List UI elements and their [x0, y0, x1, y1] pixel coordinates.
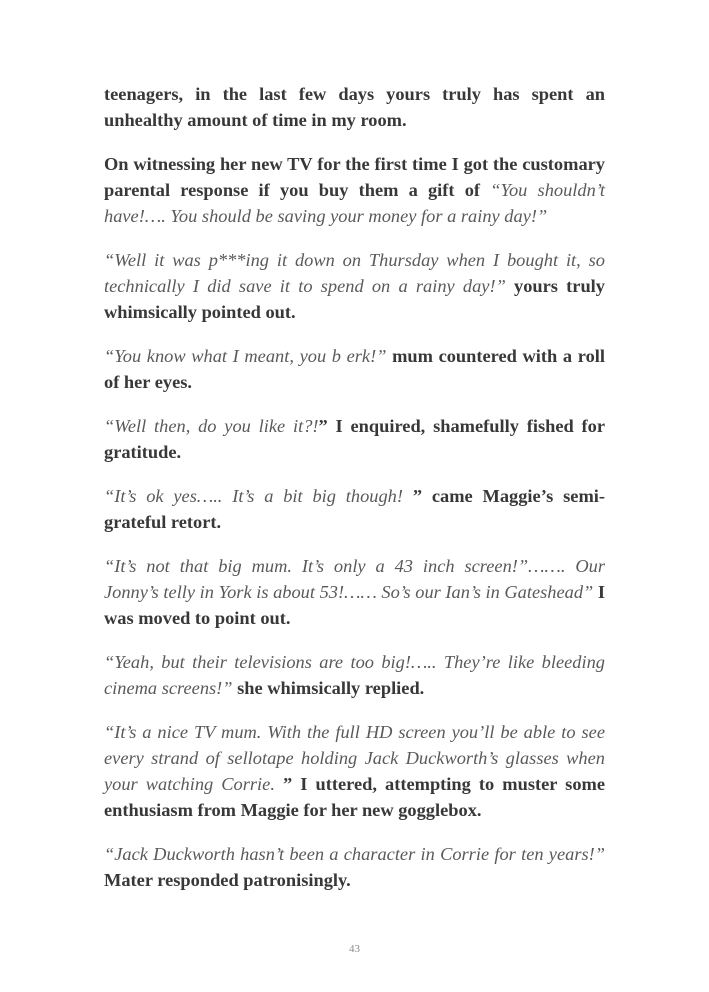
- narration-text: ” I enquired, shamefully fished for gratitude.: [104, 416, 606, 463]
- dialogue-text: “It’s ok yes….. It’s a bit big though!: [104, 485, 413, 506]
- paragraph: [104, 247, 605, 326]
- narration-text: ” I uttered, attempting to muster some enthusiasm from Maggie for her new gogglebox.: [104, 774, 606, 821]
- page-body: [104, 81, 605, 894]
- paragraph: [104, 151, 605, 230]
- narration-text: teenagers, in the last few days yours truly has spent an unhealthy amount of time in my room.: [104, 84, 605, 131]
- dialogue-text: “You know what I meant, you b erk!”: [104, 346, 387, 367]
- paragraph: [104, 841, 605, 893]
- narration-text: yours truly whimsically pointed out.: [104, 276, 605, 323]
- dialogue-text: “Well it was p***ing it down on Thursday when I bought it, so technically I did save it to spend on a rainy day!”: [104, 250, 605, 297]
- narration-text: mum countered with a roll of her eyes.: [104, 346, 605, 393]
- paragraph: [104, 81, 605, 133]
- paragraph: [104, 649, 605, 701]
- page-number: 43: [349, 943, 360, 955]
- paragraph: [104, 719, 605, 824]
- dialogue-text: “Yeah, but their televisions are too big!….. They’re like bleeding cinema screens!”: [104, 651, 605, 699]
- dialogue-text: “It’s not that big mum. It’s only a 43 inch screen!”……. Our Jonny’s telly in York is about 53!…… So’s our Ian’s in Gateshead”: [104, 555, 605, 603]
- dialogue-text: “It’s a nice TV mum. With the full HD screen you’ll be able to see every strand of sellotape holding Jack Duckworth’s glasses when your watching Corrie.: [104, 721, 605, 795]
- paragraph: [104, 413, 605, 465]
- narration-text: Mater responded patronisingly.: [104, 870, 351, 891]
- narration-text: I was moved to point out.: [104, 582, 606, 629]
- narration-text: she whimsically replied.: [232, 678, 425, 699]
- narration-text: ” came Maggie’s semi-grateful retort.: [104, 485, 606, 533]
- narration-text: On witnessing her new TV for the first time I got the customary parental response if you buy them a gift of: [104, 153, 605, 201]
- dialogue-text: “Well then, do you like it?!: [104, 416, 319, 437]
- paragraph: [104, 483, 605, 535]
- dialogue-text: “You shouldn’t have!…. You should be saving your money for a rainy day!”: [104, 180, 605, 227]
- paragraph: [104, 553, 605, 632]
- dialogue-text: “Jack Duckworth hasn’t been a character in Corrie for ten years!”: [104, 844, 605, 865]
- paragraph: [104, 343, 605, 395]
